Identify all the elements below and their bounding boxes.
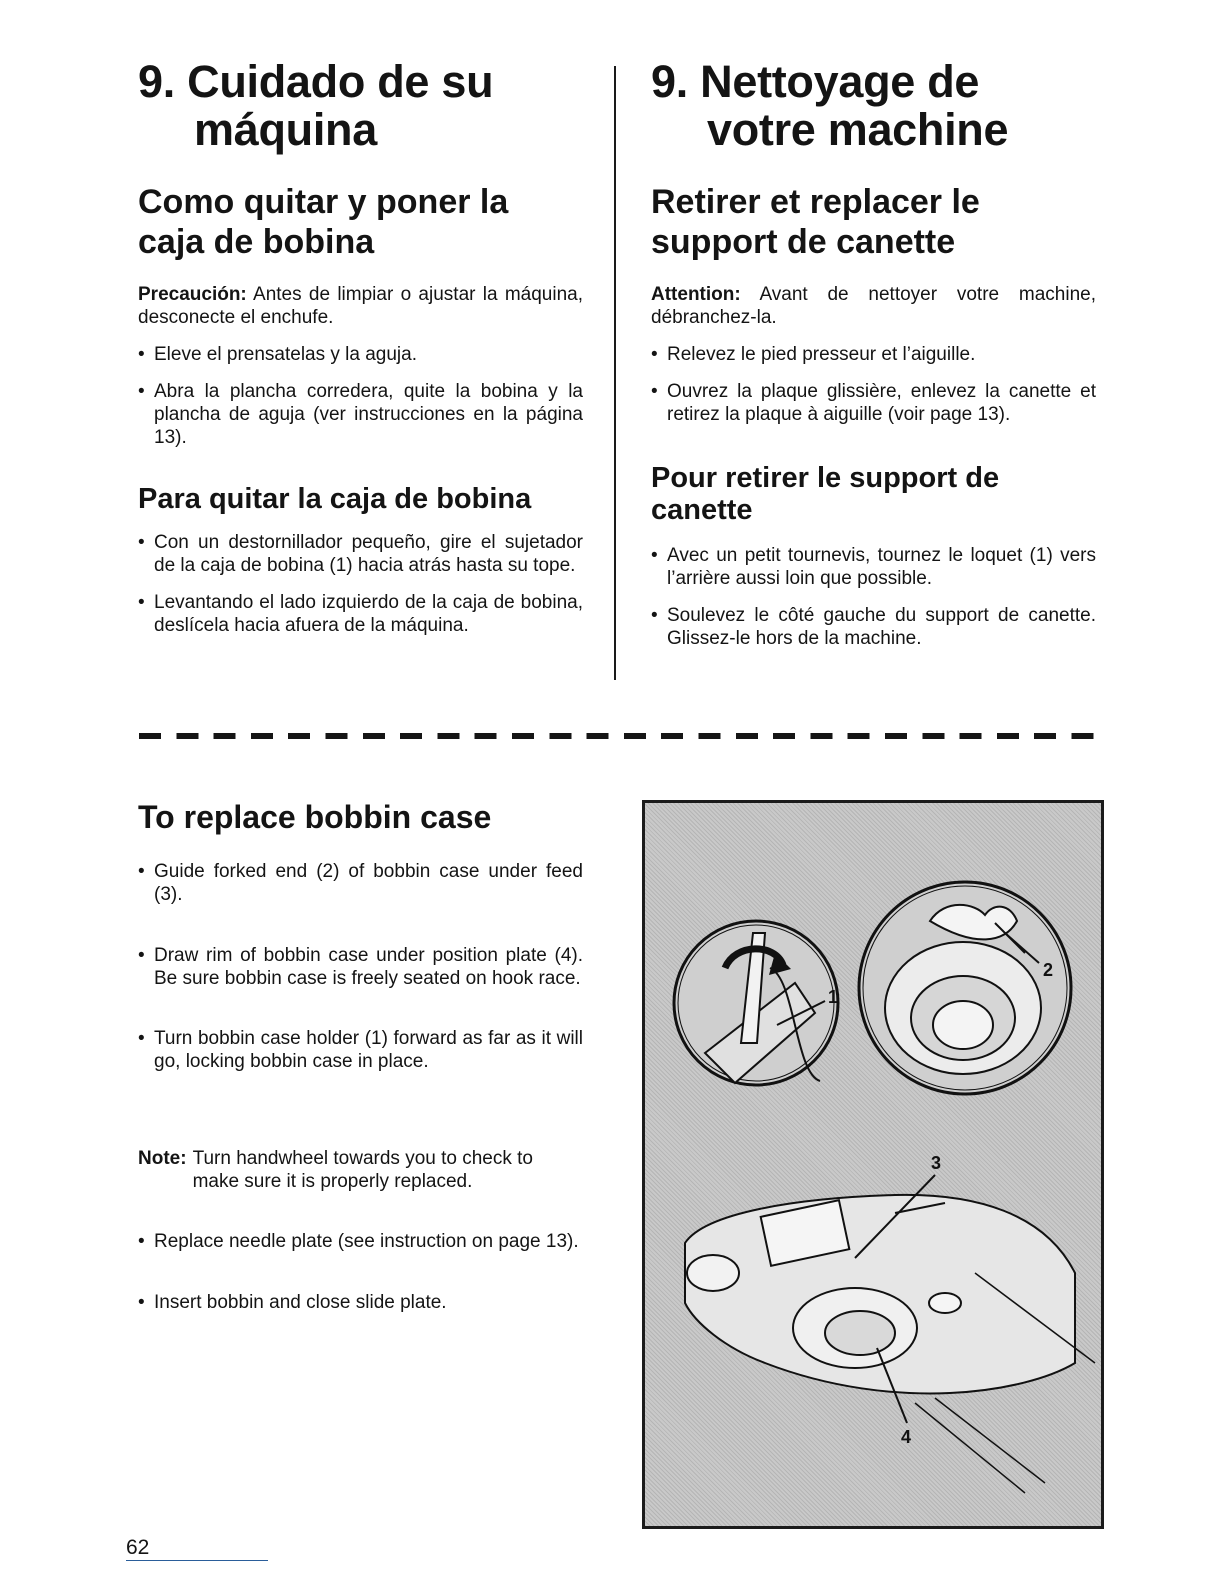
remove-bullet-fr-1: • Avec un petit tournevis, tournez le loquet (1) vers l’arrière aussi loin que possible. — [651, 544, 1096, 590]
remove-title-fr: Pour retirer le support de canette — [651, 462, 1000, 526]
dashed-separator — [139, 733, 1097, 739]
remove-bullet-fr-2: • Soulevez le côté gauche du support de canette. Glissez-le hors de la machine. — [651, 604, 1096, 650]
chapter-title-fr-line1: Nettoyage de — [700, 56, 980, 107]
screwdriver-inset — [674, 921, 838, 1085]
chapter-title-fr — [651, 58, 1096, 154]
english-title: To replace bobbin case — [138, 799, 492, 835]
callout-4: 4 — [901, 1427, 912, 1447]
callout-2: 2 — [1043, 960, 1054, 980]
en-bullet-4: • Replace needle plate (see instruction on page 13). — [138, 1230, 583, 1253]
remove-bullet-es-1: • Con un destornillador pequeño, gire el sujetador de la caja de bobina (1) hacia atrás hasta su tope. — [138, 531, 583, 577]
remove-bullet-es-2: • Levantando el lado izquierdo de la caja de bobina, deslícela hacia afuera de la máquina. — [138, 591, 583, 637]
note-label: Note: — [138, 1148, 187, 1169]
chapter-title-es-line1: Cuidado de su — [187, 56, 494, 107]
caution-fr — [651, 283, 1096, 329]
page-number: 62 — [126, 1536, 150, 1559]
chapter-number-fr: 9. — [651, 56, 688, 107]
spanish-column — [138, 58, 583, 637]
french-column — [651, 58, 1096, 650]
caution-text-es: Antes de limpiar o ajustar la máquina, desconecte el enchufe. — [138, 284, 583, 328]
caution-label-fr: Attention: — [651, 284, 741, 305]
callout-3: 3 — [931, 1153, 942, 1173]
machine-bed — [685, 1195, 1095, 1493]
chapter-number-es: 9. — [138, 56, 175, 107]
en-bullet-5: • Insert bobbin and close slide plate. — [138, 1291, 583, 1314]
callout-1: 1 — [828, 987, 839, 1007]
note-text: Turn handwheel towards you to check to make sure it is properly replaced. — [192, 1148, 533, 1192]
section-title-es: Como quitar y poner la caja de bobina — [138, 183, 509, 261]
english-section — [138, 798, 583, 1314]
section-title-fr: Retirer et replacer le support de canette — [651, 183, 980, 261]
remove-title-es: Para quitar la caja de bobina — [138, 483, 532, 515]
caution-text-fr: Avant de nettoyer votre machine, débranchez-la. — [651, 284, 1096, 328]
bullet-es-1: • Eleve el prensatelas y la aguja. — [138, 343, 583, 366]
chapter-title-es-line2: máquina — [194, 104, 377, 155]
chapter-title-fr-line2: votre machine — [707, 104, 1009, 155]
caution-es — [138, 283, 583, 329]
bobbin-case-inset — [859, 882, 1071, 1094]
bobbin-case-illustration — [642, 800, 1104, 1529]
column-divider — [614, 66, 616, 680]
bullet-fr-1: • Relevez le pied presseur et l’aiguille. — [651, 343, 1096, 366]
bullet-es-2: • Abra la plancha corredera, quite la bobina y la plancha de aguja (ver instrucciones en la página 13). — [138, 380, 583, 449]
page-number-rule — [126, 1560, 268, 1561]
en-bullet-3: • Turn bobbin case holder (1) forward as far as it will go, locking bobbin case in place. — [138, 1027, 583, 1073]
caution-label-es: Precaución: — [138, 284, 247, 305]
note — [138, 1147, 583, 1193]
bobbin-illustration-drawing — [645, 803, 1101, 1526]
bullet-fr-2: • Ouvrez la plaque glissière, enlevez la canette et retirez la plaque à aiguille (voir page 13). — [651, 380, 1096, 426]
en-bullet-1: • Guide forked end (2) of bobbin case under feed (3). — [138, 860, 583, 906]
chapter-title-es — [138, 58, 583, 154]
en-bullet-2: • Draw rim of bobbin case under position plate (4). Be sure bobbin case is freely seated on hook race. — [138, 944, 583, 990]
